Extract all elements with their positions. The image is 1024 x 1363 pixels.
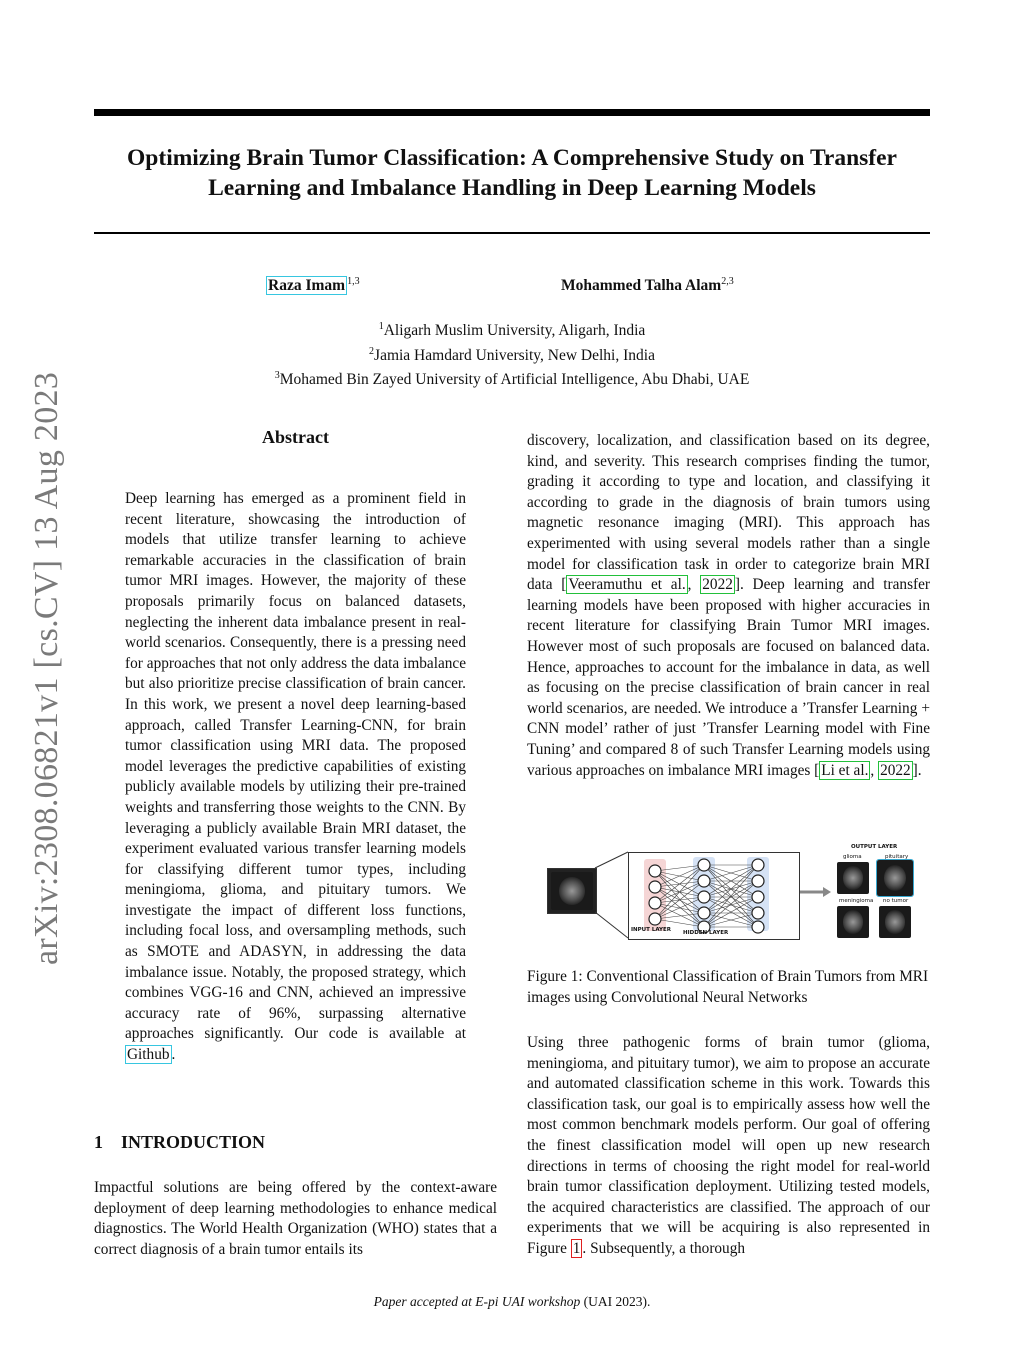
footer-note [0,1294,1024,1310]
title-line-1: Optimizing Brain Tumor Classification: A Comprehensive Study on Transfer [127,145,897,171]
network-node [698,875,710,887]
mri-no-tumor [879,906,911,938]
network-node [649,897,661,909]
network-node [649,881,661,893]
network-node [752,921,764,933]
citation-veeramuthu-year[interactable]: 2022 [702,576,733,594]
right-p1-b: ]. Deep learning and transfer learning models have been proposed with higher accuracies in recent literature for classifying Brain Tumor MRI images. However most of such proposals are focused on balanced data. Hence, approaches to account for the imbalance in data, as well as focusing on the precise classification of brain cancer in real world scenarios, are needed. We introduce a ’Transfer Learning + CNN model’ rather of just ’Transfer Learning model with Fine Tuning’ and compared 8 of such Transfer Learning models using various approaches on imbalance MRI images [ [527,576,930,779]
intro-paragraph: Impactful solutions are being offered by the context-aware deployment of deep learning methodologies to enhance medical diagnostics. The World Health Organization (WHO) states that a correct diagnosis of a brain tumor entails its [94,1179,497,1258]
arxiv-side-label: arXiv:2308.06821v1 [cs.CV] 13 Aug 2023 [28,371,65,965]
input-layer-label: INPUT LAYER [631,927,672,933]
network-node [698,907,710,919]
figure-1-ref[interactable]: 1 [572,1239,581,1257]
abstract-text: Deep learning has emerged as a prominent field in recent literature, showcasing the introduction of models that utilize transfer learning to achieve remarkable accuracies in the classification of brain tumor MRI images. However, the majority of these proposals primarily focus on balanced datasets, neglecting the inherent data imbalance present in real-world scenarios. Consequently, there is a pressing need for approaches that not only address the data imbalance but also prioritize precise classification of brain cancer. In this work, we present a novel deep learning-based approach, called Transfer Learning-CNN, for brain tumor classification using MRI data. The proposed model leverages the predictive capabilities of existing publicly available models by utilizing their pre-trained weights and transferring those weights to the CNN. By leveraging a publicly available Brain MRI dataset, the experiment evaluated various transfer learning models for classifying different tumor types, including meningioma, glioma, and pituitary tumors. We investigate the impact of different loss functions, including focal loss, and oversampling methods, such as SMOTE and ADASYN, in addressing the data imbalance issue. Notably, the proposed strategy, which combines VGG-16 and CNN, achieved an impressive accuracy rate of 96%, surpassing alternative approaches significantly. Our code is available at [125,490,466,1043]
affiliation-1 [94,317,930,342]
intro-number: 1 [94,1132,103,1152]
hidden-layer-label: HIDDEN LAYER [683,930,729,936]
citation-li-year[interactable]: 2022 [880,761,911,779]
right-p1-c: ]. [912,761,922,779]
class-label-glioma: glioma [843,854,862,860]
right-paragraph-1 [527,431,930,781]
mri-glioma [837,862,869,894]
network-node [698,859,710,871]
affiliation-1-sup: 1 [378,321,384,332]
author-1-sup: 1,3 [347,276,360,287]
network-node [752,875,764,887]
github-link[interactable]: Github [127,1046,170,1064]
top-rule [94,109,930,116]
network-edge [655,919,704,927]
citation-li-author[interactable]: Li et al. [821,761,869,779]
network-node [649,913,661,925]
abstract-body [125,489,466,1066]
cite1-sep: , [687,576,701,594]
network-node [649,865,661,877]
intro-title: INTRODUCTION [121,1132,266,1152]
abstract-end: . [171,1046,176,1064]
network-node [752,907,764,919]
network-node [752,891,764,903]
network-node [698,891,710,903]
affiliation-3 [94,366,930,391]
right-p2-a: Using three pathogenic forms of brain tumor (glioma, meningioma, and pituitary tumor), we aim to propose an accurate and automated classification scheme in this work. Towards this classification task, our goal is to empirically assess how well the most common benchmark models perform. Our goal of offering the finest classification model will open up new research directions in terms of choosing the right model for real-world brain tumor classification deployment. Utilizing tested models, the acquired characteristics are classified. The approach of our experiments that we will be acquiring is also represented in Figure [527,1034,930,1257]
affiliations [94,317,930,391]
affiliation-1-text: Aligarh Muslim University, Aligarh, India [383,322,646,340]
mri-pituitary [877,860,913,896]
affiliation-2-text: Jamia Hamdard University, New Delhi, India [374,346,655,364]
affiliation-3-text: Mohamed Bin Zayed University of Artificial Intelligence, Abu Dhabi, UAE [279,371,750,389]
author-1 [266,276,360,295]
network-box [628,852,800,940]
class-label-pituitary: pituitary [885,854,909,860]
affiliation-3-sup: 3 [274,370,280,382]
right-p2-b: . Subsequently, a thorough [582,1239,746,1257]
cite2-sep: , [870,761,879,779]
abstract-heading: Abstract [262,427,329,447]
figure-1-cnn-diagram [545,838,920,948]
title-rule [94,232,930,234]
class-label-meningioma: meningioma [839,898,874,904]
mri-meningioma [837,906,869,938]
author-1-link[interactable]: Raza Imam [268,277,346,295]
footer-italic: Paper accepted at E-pi UAI workshop [373,1294,581,1309]
right-p1-a: discovery, localization, and classification based on its degree, kind, and severity. This research comprises finding the tumor, grading it according to type and location, and classifying it according to grade in the diagnosis of brain tumors using magnetic resonance imaging (MRI). This approach has experimented with using several models rather than a single model for classification task in order to categorize brain MRI data [ [527,432,930,594]
affiliation-2 [94,342,930,367]
title-line-2: Learning and Imbalance Handling in Deep Learning Models [208,175,816,201]
author-2-name: Mohammed Talha Alam [561,277,722,295]
author-2 [561,276,734,295]
affiliation-2-sup: 2 [369,345,375,357]
output-layer-label: OUTPUT LAYER [851,844,898,850]
network-node [752,859,764,871]
class-label-no-tumor: no tumor [883,898,909,904]
author-2-sup: 2,3 [721,276,734,287]
citation-veeramuthu-author[interactable]: Veeramuthu et al. [568,576,686,594]
right-paragraph-2 [527,1033,930,1260]
intro-heading [94,1132,265,1153]
paper-title [94,143,930,203]
footer-rest: (UAI 2023). [580,1294,651,1309]
figure-1-caption: Figure 1: Conventional Classification of Brain Tumors from MRI images using Convolutional Neural Networks [527,968,929,1006]
network-edge [655,865,704,919]
